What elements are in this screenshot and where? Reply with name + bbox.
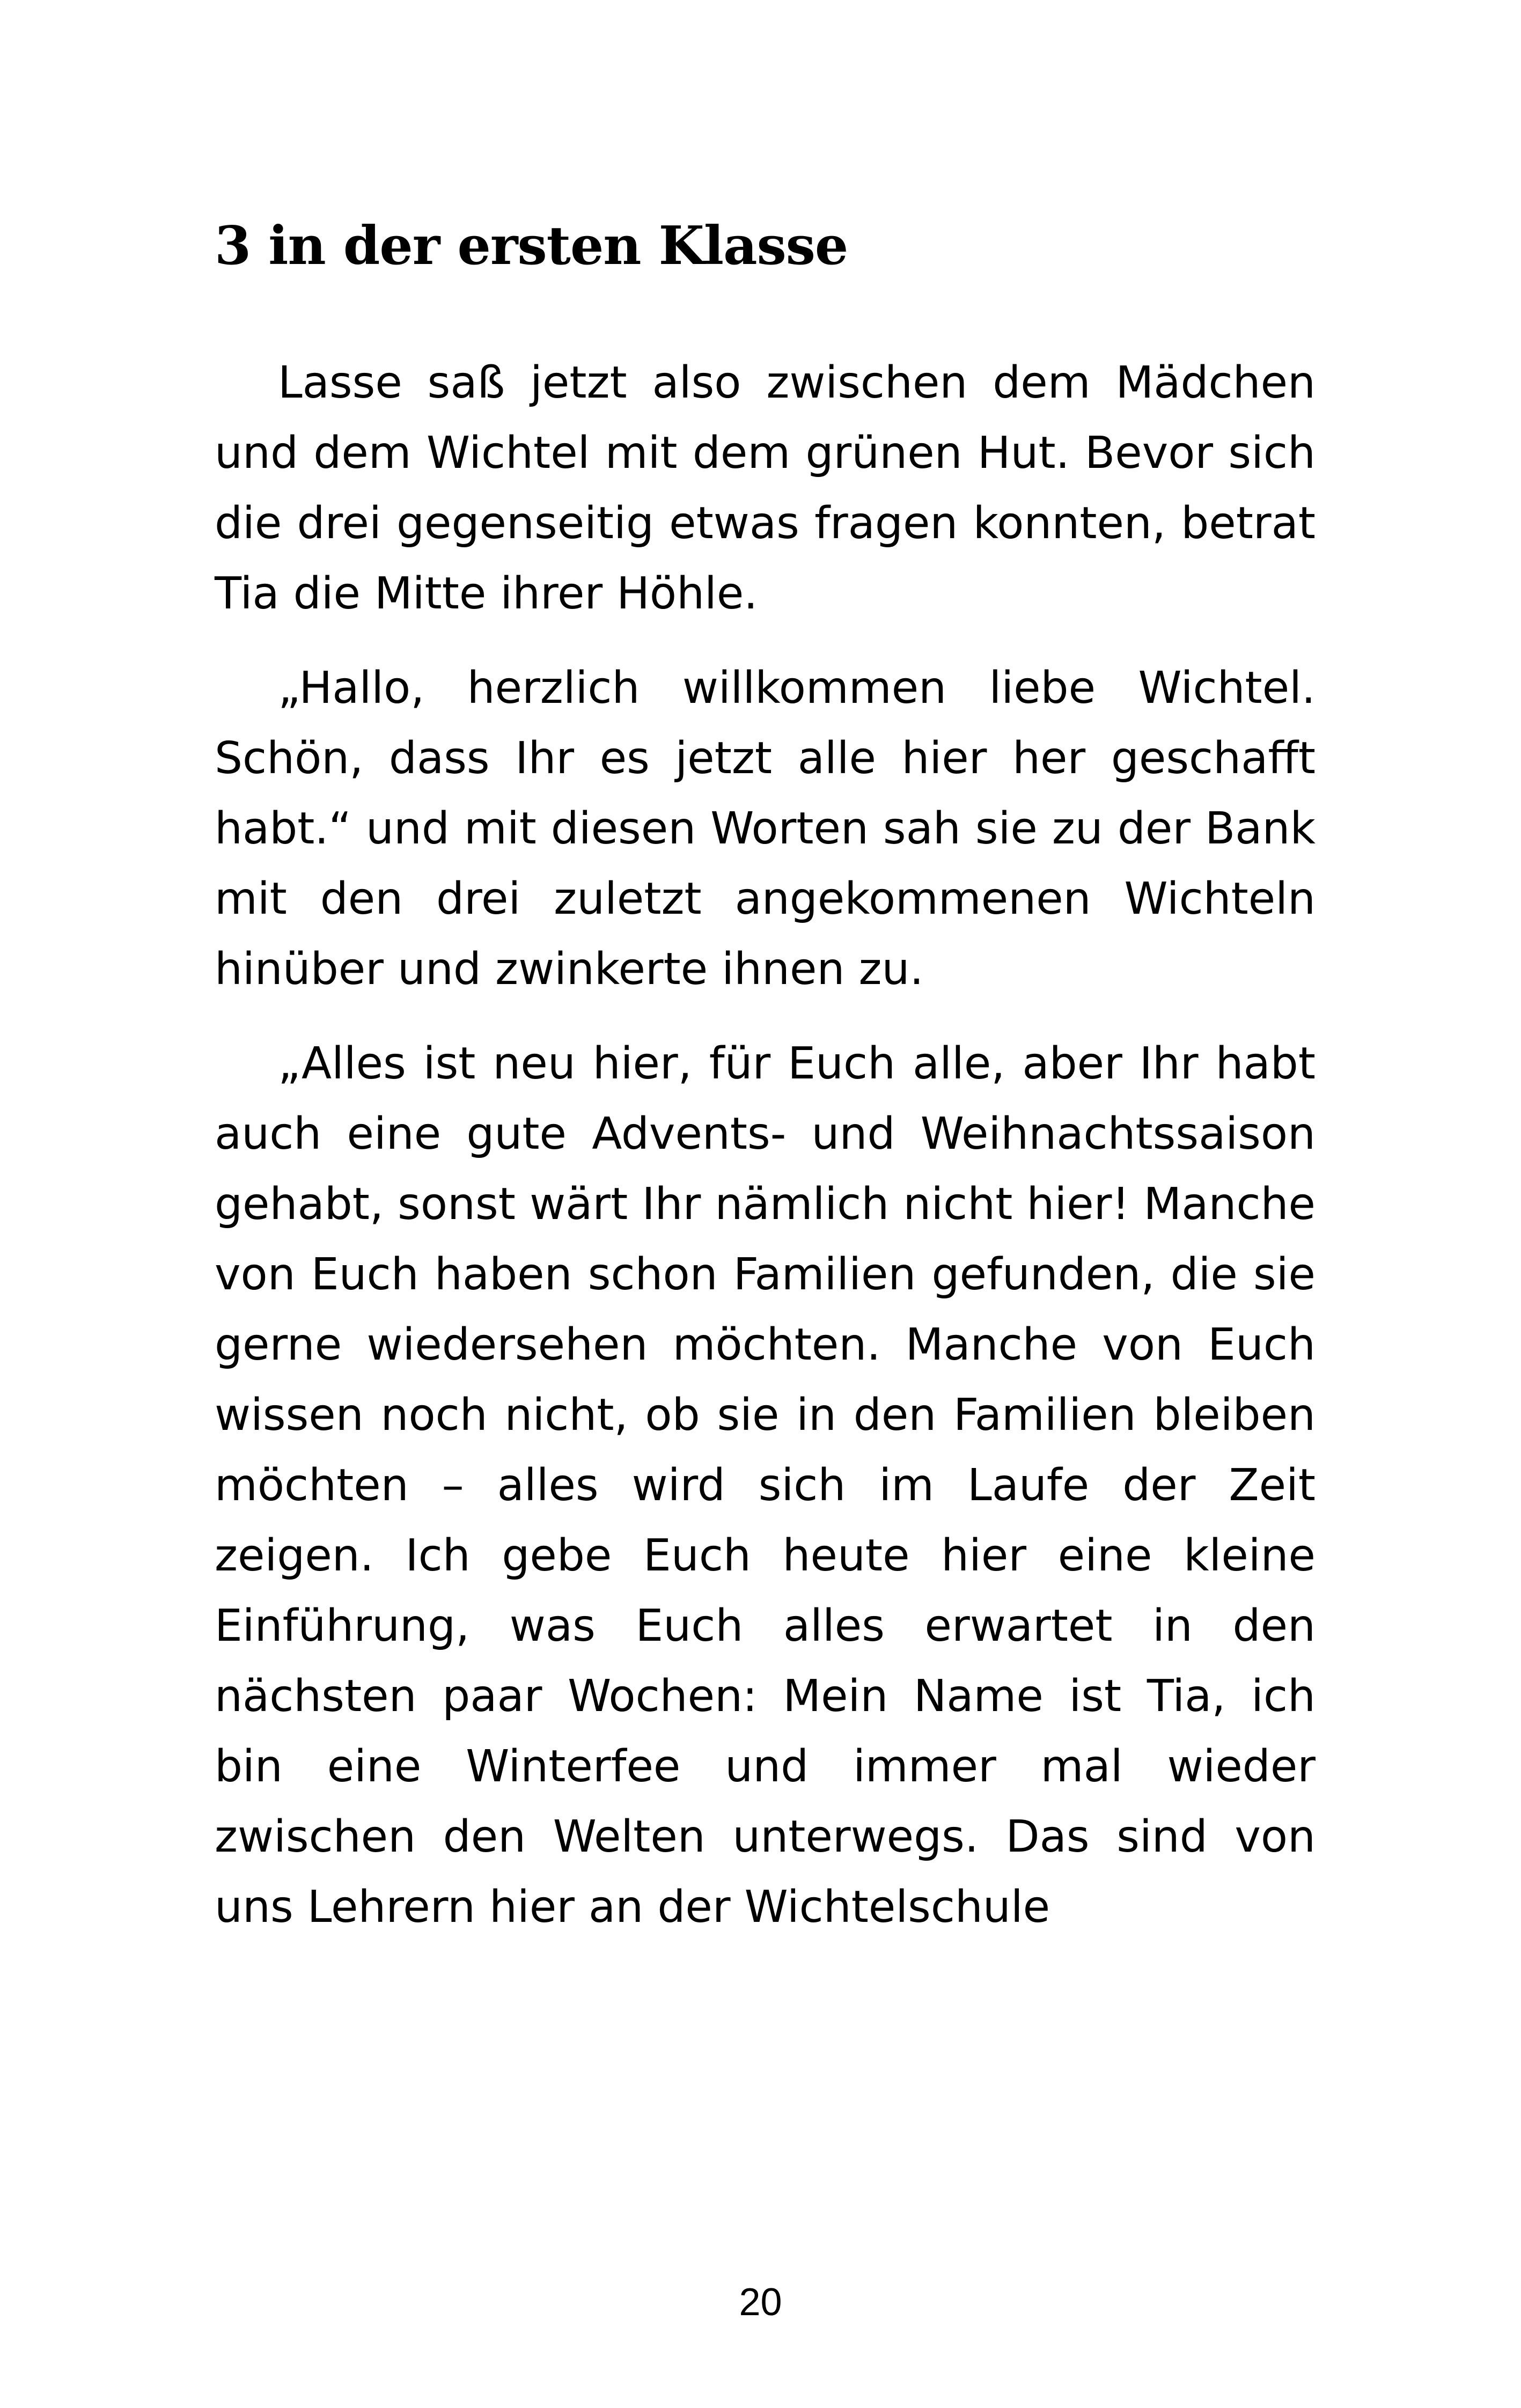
chapter-title: 3 in der ersten Klasse bbox=[215, 215, 848, 277]
paragraph: „Alles ist neu hier, für Euch alle, aber Ihr habt auch eine gute Advents- und Weihnachtssaison gehabt, sonst wärt Ihr nämlich nicht hier! Manche von Euch haben schon Familien gefunden, die sie gerne wiedersehen möchten. Manche von Euch wissen noch nicht, ob sie in den Familien bleiben möchten – alles wird sich im Laufe der Zeit zeigen. Ich gebe Euch heute hier eine kleine Einführung, was Euch alles erwartet in den nächsten paar Wochen: Mein Name ist Tia, ich bin eine Winterfee und immer mal wieder zwischen den Welten unterwegs. Das sind von uns Lehrern hier an der Wichtelschule bbox=[215, 1038, 1316, 1933]
page-content bbox=[215, 215, 1316, 1966]
paragraph: Lasse saß jetzt also zwischen dem Mädchen und dem Wichtel mit dem grünen Hut. Bevor sich die drei gegenseitig etwas fragen konnten, betrat Tia die Mitte ihrer Höhle. bbox=[215, 357, 1316, 619]
paragraph: „Hallo, herzlich willkommen liebe Wichtel. Schön, dass Ihr es jetzt alle hier her geschafft habt.“ und mit diesen Worten sah sie zu der Bank mit den drei zuletzt angekommenen Wichteln hinüber und zwinkerte ihnen zu. bbox=[215, 662, 1316, 995]
page-number: 20 bbox=[739, 2281, 782, 2324]
